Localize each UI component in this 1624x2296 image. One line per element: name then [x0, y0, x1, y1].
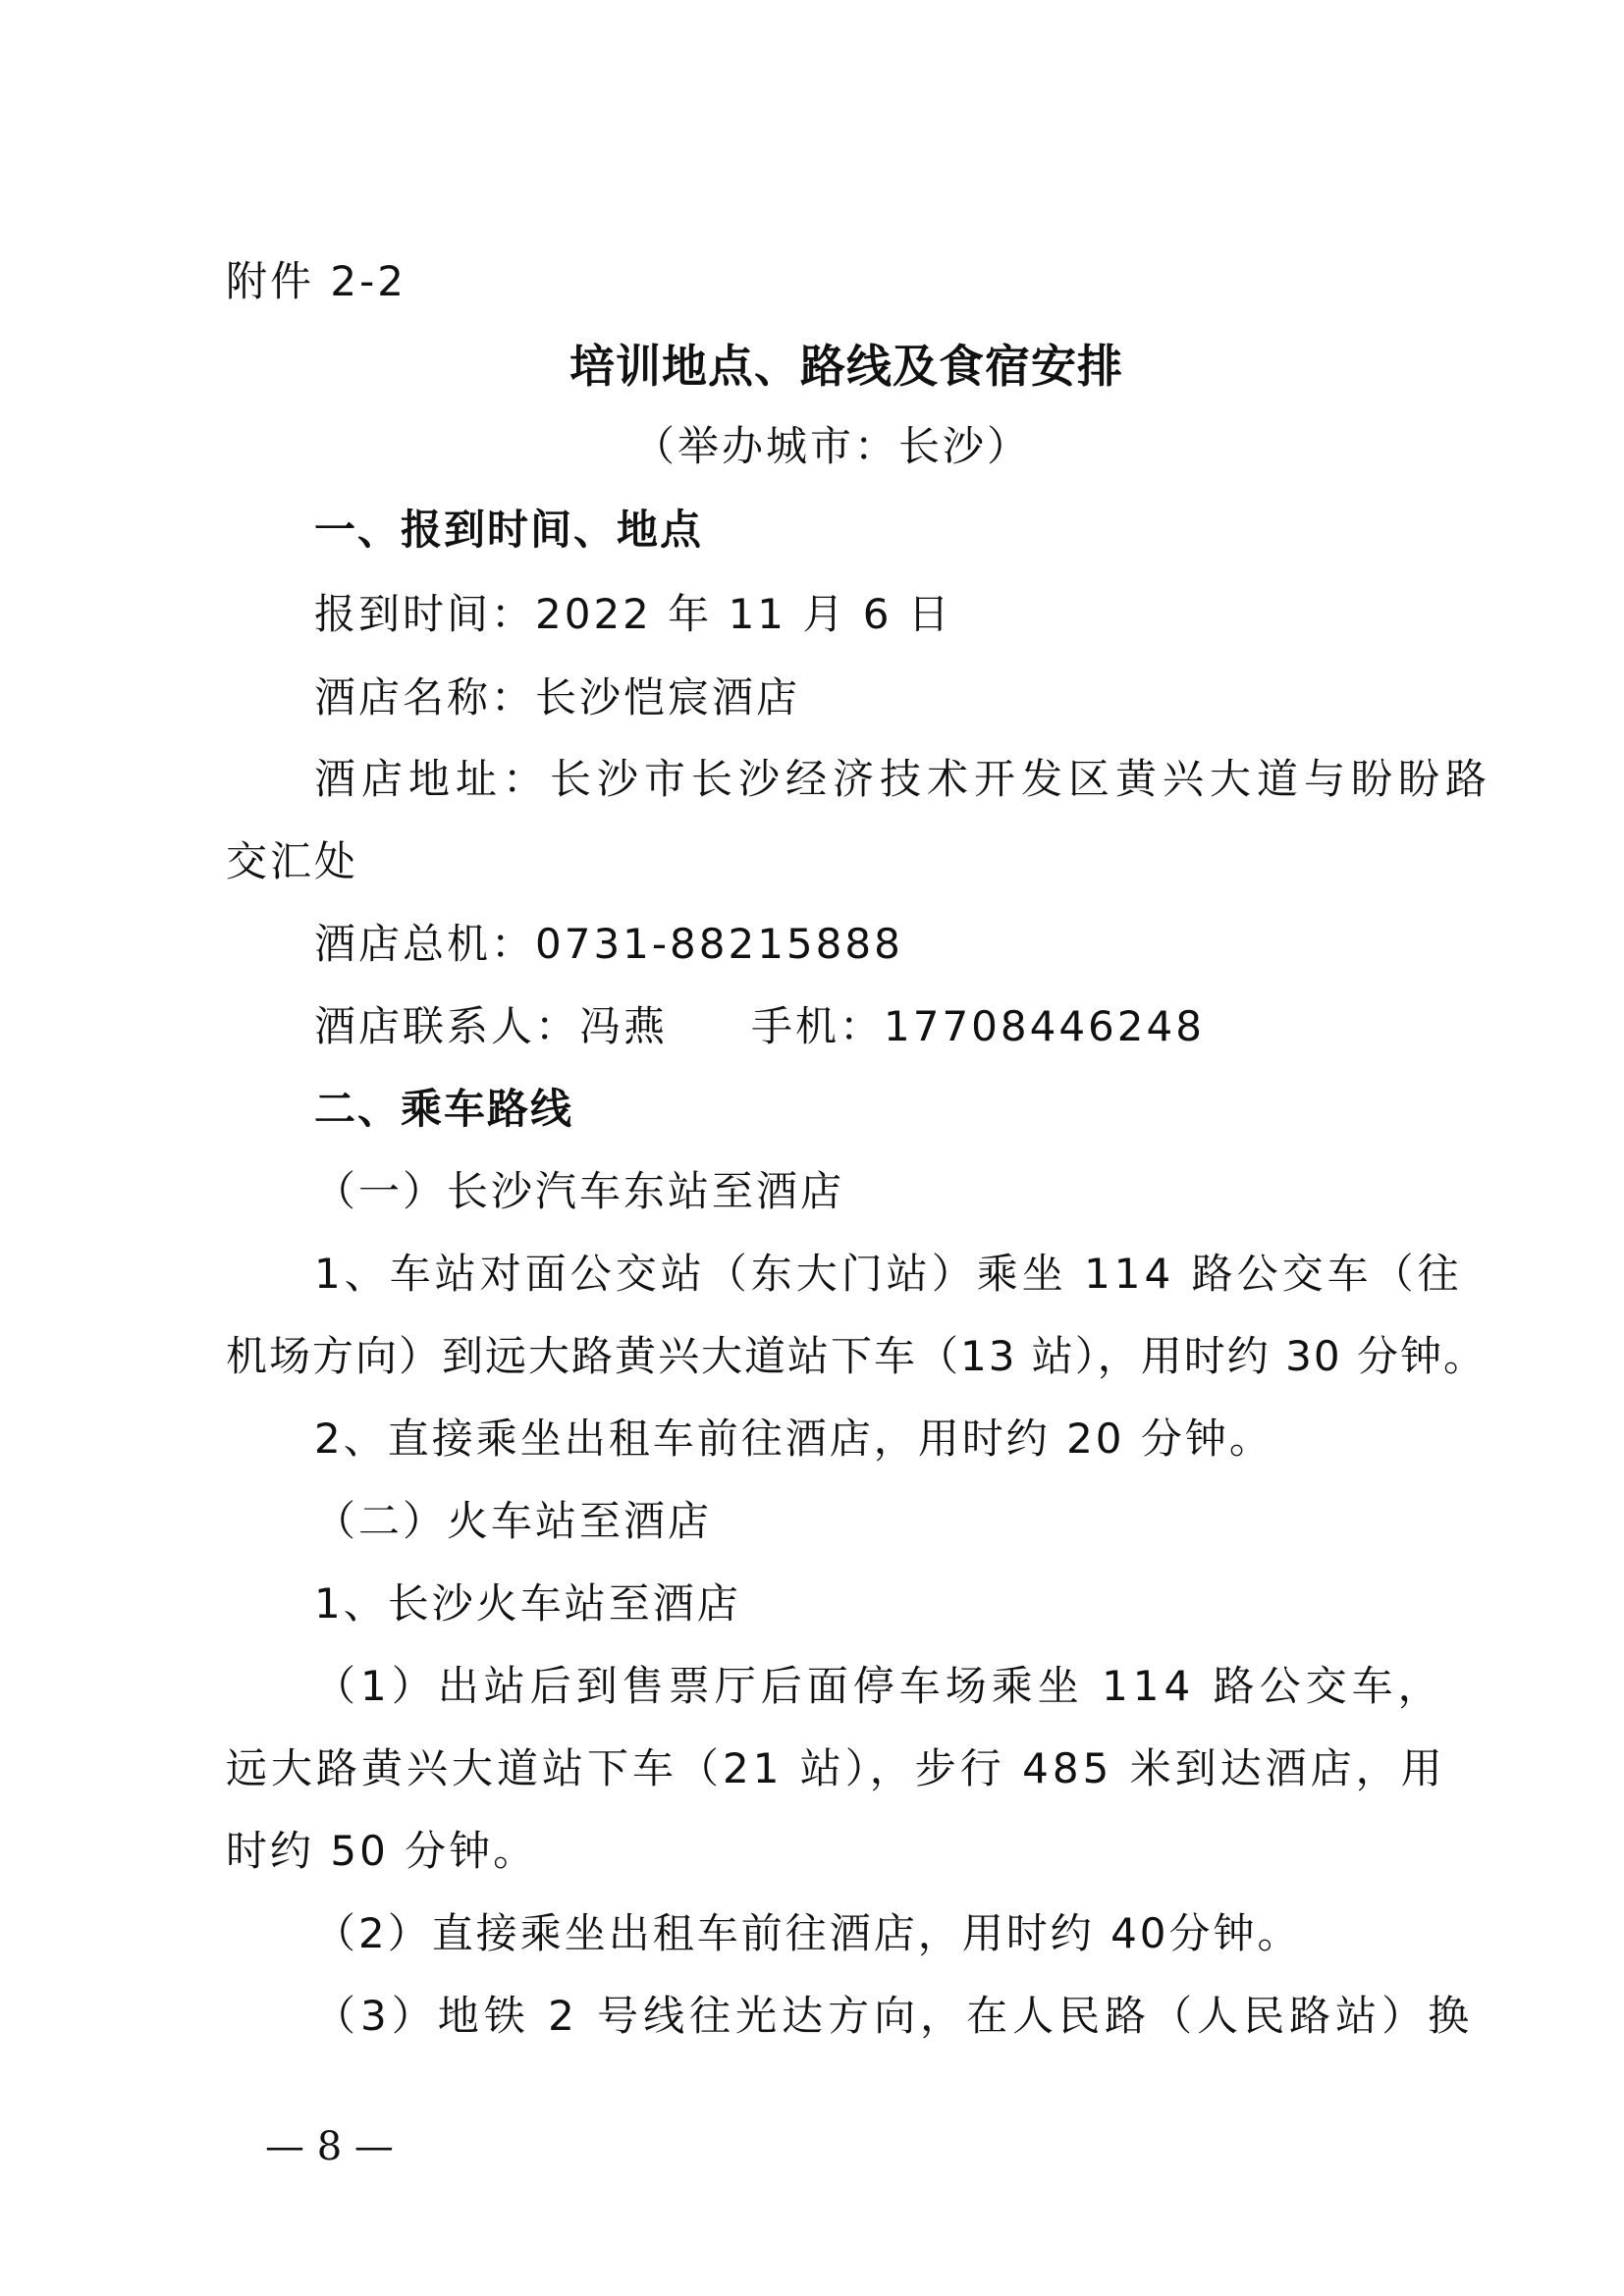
section-heading-routes: 二、乘车路线	[314, 1085, 574, 1133]
document-subtitle: （举办城市：长沙）	[633, 422, 1032, 470]
route2-p3-line1: （3）地铁 2 号线往光达方向，在人民路（人民路站）换	[314, 1992, 1475, 2040]
hotel-name: 酒店名称：长沙恺宸酒店	[314, 673, 801, 721]
route2-p2: （2）直接乘坐出租车前往酒店，用时约 40分钟。	[314, 1909, 1302, 1957]
hotel-contact: 酒店联系人：冯燕	[314, 1002, 669, 1050]
document-title: 培训地点、路线及食宿安排	[569, 340, 1123, 393]
hotel-contact-mobile: 手机：17708446248	[751, 1002, 1205, 1050]
route2-p1-line2: 远大路黄兴大道站下车（21 站），步行 485 米到达酒店，用	[226, 1744, 1446, 1792]
attachment-label: 附件 2-2	[226, 257, 406, 305]
route2-p1-line1: （1）出站后到售票厅后面停车场乘坐 114 路公交车，	[314, 1662, 1444, 1710]
report-time: 报到时间：2022 年 11 月 6 日	[314, 590, 952, 638]
route1-item1-line1: 1、车站对面公交站（东大门站）乘坐 114 路公交车（往	[314, 1250, 1463, 1298]
route1-item1-line2: 机场方向）到远大路黄兴大道站下车（13 站），用时约 30 分钟。	[226, 1332, 1487, 1380]
route2-sub1: 1、长沙火车站至酒店	[314, 1579, 741, 1628]
hotel-address-line1: 酒店地址：长沙市长沙经济技术开发区黄兴大道与盼盼路	[314, 755, 1493, 803]
route1-item2: 2、直接乘坐出租车前往酒店，用时约 20 分钟。	[314, 1415, 1273, 1463]
hotel-address-line2: 交汇处	[226, 837, 359, 885]
route2-p1-line3: 时约 50 分钟。	[226, 1827, 538, 1875]
hotel-phone: 酒店总机：0731-88215888	[314, 920, 903, 968]
page-number: — 8 —	[265, 2124, 394, 2169]
section-heading-registration: 一、报到时间、地点	[314, 506, 704, 554]
route1-heading: （一）长沙汽车东站至酒店	[314, 1167, 845, 1215]
route2-heading: （二）火车站至酒店	[314, 1497, 713, 1545]
